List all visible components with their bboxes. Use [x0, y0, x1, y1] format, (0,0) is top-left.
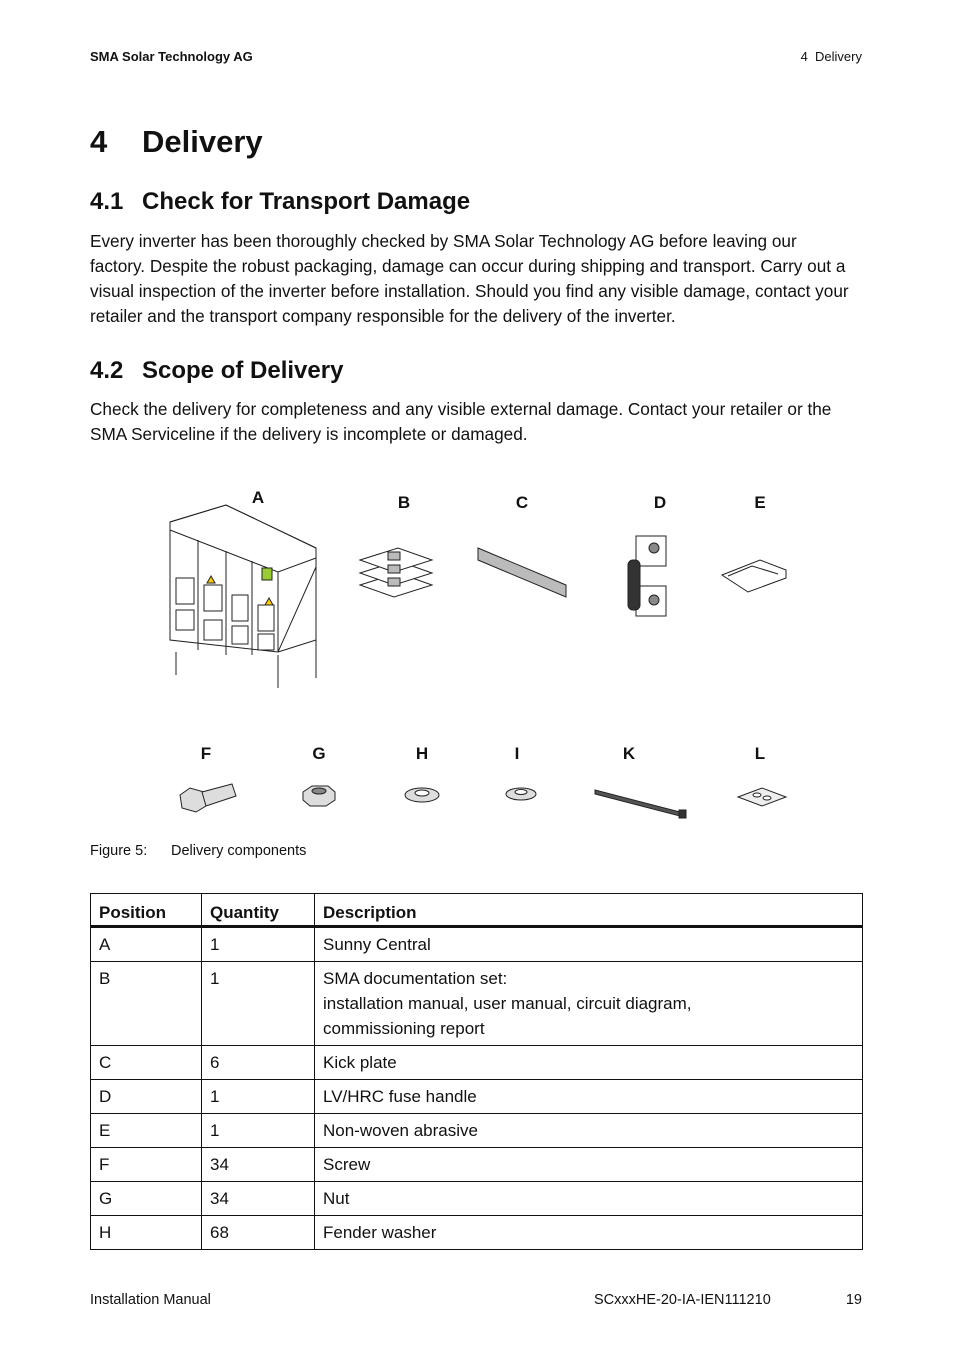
cell-description	[315, 1046, 863, 1080]
figure-caption-number: Figure 5:	[90, 843, 148, 859]
description-line: LV/HRC fuse handle	[323, 1087, 477, 1106]
cell-description	[315, 1216, 863, 1250]
figure-label-k: K	[622, 744, 636, 763]
washer-illustration	[506, 788, 536, 800]
cell-description	[315, 1114, 863, 1148]
description-line: Screw	[323, 1155, 371, 1174]
figure-label-i: I	[514, 744, 520, 763]
section-number: 4.1	[90, 188, 124, 215]
nut-illustration	[303, 786, 335, 806]
table-row	[91, 1046, 863, 1080]
figure-label-l: L	[754, 744, 766, 763]
figure-label-c: C	[515, 493, 529, 512]
cell-description	[315, 1182, 863, 1216]
screw-illustration	[180, 784, 236, 812]
paragraph-line: visual inspection of the inverter before installation. Should you find any visible damage, contact your	[90, 281, 849, 301]
paragraph-line: retailer and the transport company responsible for the delivery of the inverter.	[90, 306, 676, 326]
footer-page-number: 19	[845, 1292, 862, 1308]
description-line: Nut	[323, 1189, 350, 1208]
paragraph-line: Every inverter has been thoroughly checked by SMA Solar Technology AG before leaving our	[90, 231, 797, 251]
figure-label-b: B	[397, 493, 411, 512]
cell-position: D	[91, 1080, 202, 1114]
cell-position: G	[91, 1182, 202, 1216]
figure-label-d: D	[653, 493, 667, 512]
table-row	[91, 1148, 863, 1182]
cell-quantity: 6	[202, 1046, 315, 1080]
description-line: installation manual, user manual, circuit diagram,	[323, 994, 692, 1013]
table-row	[91, 927, 863, 962]
figure-label-e: E	[754, 493, 766, 512]
sunny-central-illustration	[170, 505, 316, 688]
fuse-handle-illustration	[628, 536, 666, 616]
header-section: 4 Delivery	[800, 49, 862, 64]
section-title: Check for Transport Damage	[142, 188, 471, 215]
cable-tie-illustration	[595, 790, 686, 818]
cell-quantity: 1	[202, 962, 315, 1046]
chapter-title-text: Delivery	[142, 124, 263, 159]
table-row	[91, 1182, 863, 1216]
abrasive-pad-illustration	[722, 560, 786, 592]
header-description: Description	[315, 894, 863, 927]
figure-label-a: A	[251, 488, 265, 507]
table-row	[91, 1080, 863, 1114]
cell-position: B	[91, 962, 202, 1046]
square-washer-illustration	[738, 788, 786, 806]
cell-position: A	[91, 927, 202, 962]
description-line: commissioning report	[323, 1019, 485, 1038]
cell-description	[315, 1080, 863, 1114]
figure-label-f: F	[200, 744, 212, 763]
description-line: SMA documentation set:	[323, 969, 508, 988]
header-quantity: Quantity	[202, 894, 315, 927]
figure-label-g: G	[312, 744, 326, 763]
cell-description	[315, 927, 863, 962]
cell-quantity: 68	[202, 1216, 315, 1250]
description-line: Kick plate	[323, 1053, 397, 1072]
table-row	[91, 962, 863, 1046]
footer-manual-name: Installation Manual	[90, 1292, 211, 1308]
table-row	[91, 1216, 863, 1250]
description-line: Non-woven abrasive	[323, 1121, 478, 1140]
documentation-set-illustration	[360, 548, 432, 597]
cell-position: H	[91, 1216, 202, 1250]
kick-plate-illustration	[478, 548, 566, 597]
figure-caption	[90, 843, 306, 859]
header-company: SMA Solar Technology AG	[90, 49, 253, 64]
cell-quantity: 34	[202, 1182, 315, 1216]
header-position: Position	[91, 894, 202, 927]
table-row	[91, 1114, 863, 1148]
paragraph-line: Check the delivery for completeness and any visible external damage. Contact your retailer or the	[90, 399, 832, 419]
fender-washer-illustration	[405, 788, 439, 802]
cell-quantity: 1	[202, 1080, 315, 1114]
table-header-row	[91, 894, 863, 927]
cell-description	[315, 962, 863, 1046]
cell-quantity: 34	[202, 1148, 315, 1182]
chapter-number: 4	[90, 124, 108, 159]
cell-position: F	[91, 1148, 202, 1182]
section-number: 4.2	[90, 357, 124, 384]
paragraph-line: factory. Despite the robust packaging, damage can occur during shipping and transport. Carry out a	[90, 256, 846, 276]
section-title: Scope of Delivery	[142, 357, 344, 384]
cell-position: E	[91, 1114, 202, 1148]
cell-quantity: 1	[202, 927, 315, 962]
paragraph-line: SMA Serviceline if the delivery is incomplete or damaged.	[90, 424, 528, 444]
cell-position: C	[91, 1046, 202, 1080]
cell-description	[315, 1148, 863, 1182]
figure-caption-text: Delivery components	[171, 843, 307, 859]
description-line: Sunny Central	[323, 935, 431, 954]
footer-document-id: SCxxxHE-20-IA-IEN111210	[594, 1292, 771, 1308]
cell-quantity: 1	[202, 1114, 315, 1148]
delivery-table	[90, 893, 863, 1250]
description-line: Fender washer	[323, 1223, 437, 1242]
figure-label-h: H	[415, 744, 429, 763]
